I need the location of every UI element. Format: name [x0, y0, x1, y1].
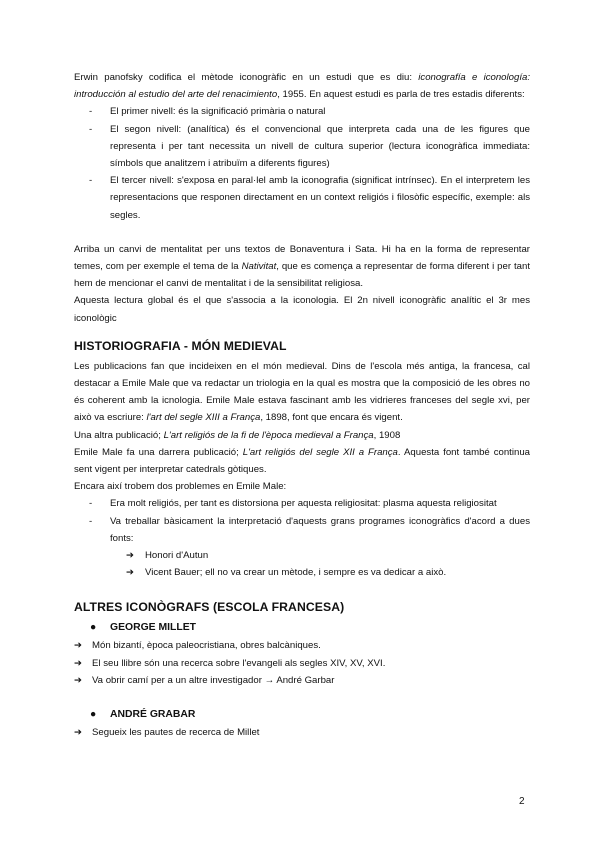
dash-marker: -: [89, 123, 93, 135]
list-item-text: El primer nivell: és la significació primària o natural: [110, 106, 326, 118]
text-span: , 1898, font que encara és vigent.: [260, 412, 403, 424]
list-item: [74, 172, 530, 224]
list-item-text: El segon nivell: (analítica) és el convencional que interpreta cada una de les figures que representa i per tant necessita un nivell de cultura superior (lectura iconogràfica immediata: símbols que analitzem i atribuïm a diferents figures): [110, 123, 530, 170]
last-publication-paragraph: [74, 444, 530, 478]
list-item-text: Era molt religiós, per tant es distorsiona per aquesta religiositat: plasma aquesta religiositat: [110, 498, 497, 510]
bullet-icon: ●: [90, 622, 97, 634]
text-span: Les publicacions fan que incideixen en el món medieval. Dins de l'escola més antiga, la francesa, cal destacar a Emile Male que va redactar un triologia en la qual es mostra que la composició de les obres no és coherent amb la icnologia. Emile Male estava fascinant amb les vidrieres franceses del segle xvi, per això va escriure:: [74, 360, 530, 424]
arrow-icon: ➔: [126, 550, 135, 562]
page-number: 2: [519, 796, 525, 807]
list-item-text: Segueix les pautes de recerca de Millet: [92, 727, 260, 739]
text-span: , que es comença a representar de forma diferent i per tant hem de mencionar el canvi de mentalitat i de la sensibilitat religiosa.: [74, 261, 530, 290]
millet-heading: [74, 619, 530, 637]
list-item-text: Honori d'Autun: [145, 550, 209, 562]
dash-marker: -: [89, 515, 93, 527]
list-item: [74, 724, 530, 741]
list-item-text: Vicent Bauer; ell no va crear un mètode, i sempre es va dedicar a això.: [145, 567, 447, 579]
dash-marker: -: [89, 106, 93, 118]
list-item: [74, 564, 530, 581]
intro-paragraph: [74, 69, 530, 103]
book-title: iconografía e iconología: introducción al estudio del arte del renacimiento: [74, 72, 530, 101]
list-item-text: El seu llibre són una recerca sobre l'evangeli als segles XIV, XV, XVI.: [92, 657, 386, 669]
list-item: [74, 547, 530, 564]
italic-term: Nativitat: [241, 261, 277, 273]
publication-line: [74, 427, 530, 444]
list-item: [74, 121, 530, 173]
dash-marker: -: [89, 498, 93, 510]
text-span: Erwin panofsky codifica el mètode iconogràfic en un estudi que es diu:: [74, 72, 419, 83]
grabar-list: [74, 724, 530, 741]
list-item-text: Món bizantí, època paleocristiana, obres balcàniques.: [92, 640, 321, 652]
arrow-icon: ➔: [74, 674, 83, 686]
list-item-text: Va obrir camí per a un altre investigador → André Garbar: [92, 674, 335, 686]
list-item-text: El tercer nivell: s'exposa en paral·lel amb la iconografia (significat intrínsec). En el interpretem les representacions que responen directament en un context religiós i filosòfic específic, exemple: als segles.: [110, 175, 530, 221]
section-heading-historiografia: HISTORIOGRAFIA - MÓN MEDIEVAL: [74, 338, 287, 353]
book-title: L'art religiós del segle XII a França: [242, 446, 398, 458]
arrow-icon: ➔: [126, 567, 135, 579]
arrow-icon: ➔: [74, 657, 83, 669]
dash-marker: -: [89, 175, 93, 187]
publications-paragraph: [74, 358, 530, 427]
arrow-icon: ➔: [74, 640, 83, 652]
text-span: Una altra publicació;: [74, 429, 164, 441]
heading-text: GEORGE MILLET: [110, 622, 197, 634]
text-span: Emile Male fa una darrera publicació;: [74, 446, 243, 458]
bullet-icon: ●: [90, 709, 97, 721]
list-item: [74, 495, 530, 512]
text-span: , 1908: [373, 429, 401, 441]
text-span: . Aquesta font també continua sent vigent per interpretar catedrals gòtiques.: [74, 446, 530, 476]
list-item: [74, 513, 530, 547]
list-item: [74, 672, 530, 689]
list-item: [74, 103, 530, 120]
list-item-text: Va treballar bàsicament la interpretació d'aquests grans programes iconogràfics d'acord a dues fonts:: [110, 515, 530, 544]
grabar-heading: [74, 706, 530, 724]
problems-list: [74, 495, 530, 547]
mentality-paragraph: [74, 241, 530, 293]
heading-text: ANDRÉ GRABAR: [110, 709, 196, 721]
levels-list: [74, 103, 530, 223]
arrow-icon: ➔: [74, 727, 83, 739]
millet-list: [74, 637, 530, 689]
sources-list: [74, 547, 530, 581]
page-content: [74, 69, 530, 741]
iconology-paragraph: Aquesta lectura global és el que s'associa a la iconologia. El 2n nivell iconogràfic analític el 3r mes iconològic: [74, 295, 530, 324]
book-title: l'art del segle XIII a França: [146, 412, 261, 424]
text-span: , 1955. En aquest estudi es parla de tres estadis diferents:: [277, 89, 525, 101]
text-span: Arriba un canvi de mentalitat per uns textos de Bonaventura i Sata. Hi ha en la forma de representar temes, com per exemple el tema de la: [74, 243, 530, 273]
list-item: [74, 655, 530, 672]
book-title: L'art religiós de la fi de l'època medieval a França: [163, 429, 374, 441]
list-item: [74, 637, 530, 654]
section-heading-altres: ALTRES ICONÒGRAFS (ESCOLA FRANCESA): [74, 600, 345, 615]
problems-intro: Encara així trobem dos problemes en Emile Male:: [74, 481, 287, 493]
